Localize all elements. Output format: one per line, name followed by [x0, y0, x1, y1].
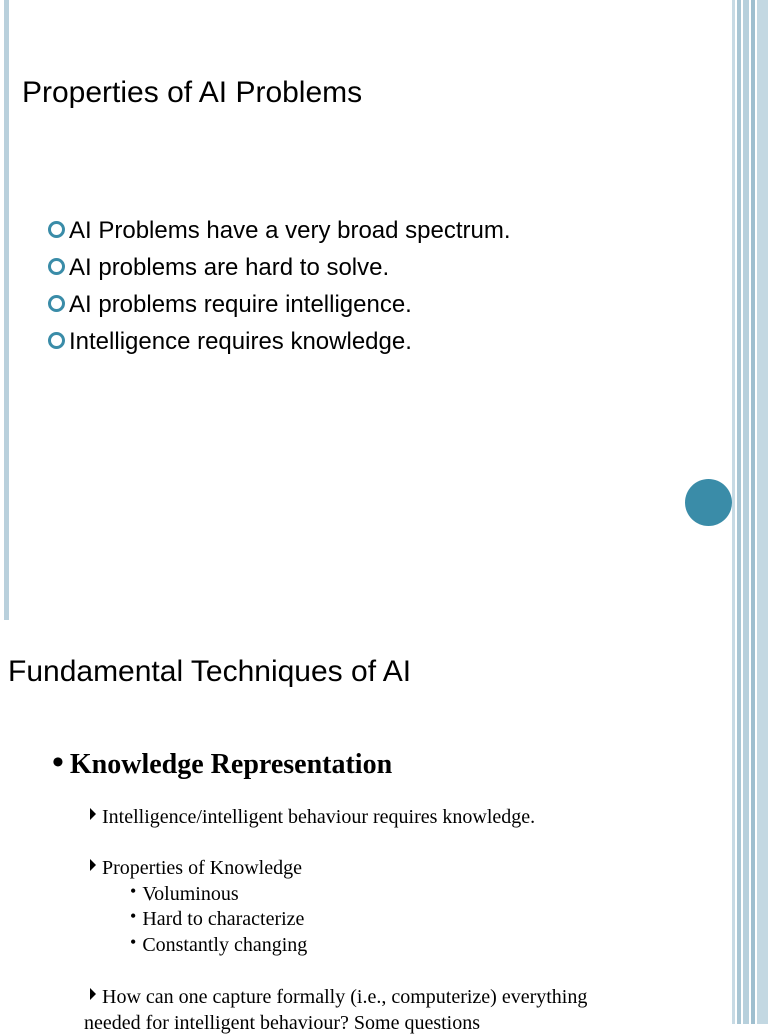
list-item [48, 212, 511, 249]
bullet-dot-icon: • [130, 906, 137, 926]
stripe [757, 0, 768, 1024]
point-item [90, 855, 302, 881]
bullet-text: AI problems are hard to solve. [69, 253, 390, 281]
slide-left-border [4, 0, 9, 620]
sub-point-item [130, 881, 239, 907]
bullet-dot-icon: • [52, 744, 64, 781]
main-bullet [52, 744, 392, 784]
point-item [90, 984, 587, 1010]
ring-bullet-icon [48, 221, 65, 238]
point-text-continued: needed for intelligent behaviour? Some questions [84, 1012, 481, 1034]
sub-point-text: Constantly changing [142, 934, 308, 956]
ring-bullet-icon [48, 258, 65, 275]
triangle-bullet-icon [90, 859, 96, 871]
bullet-list [48, 212, 511, 360]
slide-title: Properties of AI Problems [22, 76, 363, 109]
point-text: How can one capture formally (i.e., computerize) everything [102, 986, 588, 1008]
triangle-bullet-icon [90, 808, 96, 820]
list-item [48, 323, 511, 360]
point-item [90, 804, 535, 830]
sub-point-item [130, 906, 304, 932]
bullet-text: AI Problems have a very broad spectrum. [69, 216, 511, 244]
list-item [48, 286, 511, 323]
bullet-dot-icon: • [130, 881, 137, 901]
sub-point-text: Hard to characterize [142, 908, 305, 930]
main-bullet-text: Knowledge Representation [69, 749, 393, 780]
ring-bullet-icon [48, 295, 65, 312]
slide-title: Fundamental Techniques of AI [8, 655, 412, 688]
bullet-dot-icon: • [130, 932, 137, 952]
triangle-bullet-icon [90, 988, 96, 1000]
stripe [732, 0, 735, 1024]
sub-point-text: Voluminous [142, 883, 239, 905]
ring-bullet-icon [48, 332, 65, 349]
stripe [743, 0, 749, 1024]
stripe [737, 0, 741, 1024]
bullet-text: Intelligence requires knowledge. [69, 327, 412, 355]
point-text: Properties of Knowledge [102, 857, 302, 879]
accent-circle [685, 479, 732, 526]
list-item [48, 249, 511, 286]
point-text: Intelligence/intelligent behaviour requires knowledge. [102, 806, 536, 828]
bullet-text: AI problems require intelligence. [69, 290, 412, 318]
stripe [751, 0, 755, 1024]
right-decorative-stripes [732, 0, 768, 1024]
sub-point-item [130, 932, 307, 958]
